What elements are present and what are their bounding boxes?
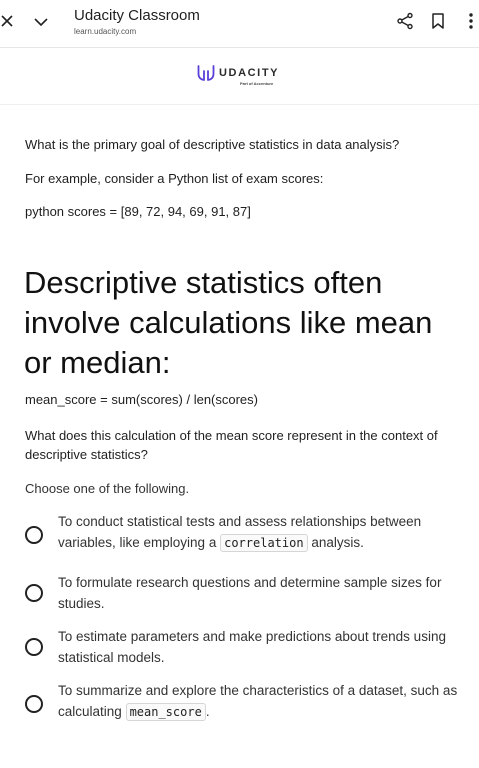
udacity-logo-icon [197, 65, 215, 81]
question-text: What is the primary goal of descriptive statistics in data analysis? [25, 137, 400, 152]
example-intro: For example, consider a Python list of exam scores: [25, 171, 324, 186]
brand-name: UDACITY [219, 67, 280, 79]
option-radio-2[interactable] [25, 584, 43, 602]
close-icon[interactable] [0, 14, 14, 28]
option-text: To conduct statistical tests and assess relationships between variables, like employing a [58, 514, 422, 550]
page-title: Udacity Classroom [74, 7, 200, 24]
more-vertical-icon[interactable] [468, 12, 474, 30]
sub-question-text: What does this calculation of the mean score represent in the context of descriptive statistics? [25, 428, 438, 462]
code-token: mean_score [126, 703, 206, 721]
option-text: . [205, 704, 210, 719]
chevron-down-icon[interactable] [33, 16, 49, 28]
option-label-1[interactable] [58, 511, 458, 554]
option-text: To formulate research questions and determine sample sizes for studies. [58, 575, 442, 611]
formula-text: mean_score = sum(scores) / len(scores) [25, 392, 258, 407]
option-text: To estimate parameters and make predictions about trends using statistical models. [58, 629, 446, 665]
option-text: analysis. [311, 535, 364, 550]
option-label-2[interactable] [58, 572, 458, 614]
bookmark-icon[interactable] [431, 12, 445, 30]
share-icon[interactable] [396, 12, 414, 30]
option-radio-3[interactable] [25, 638, 43, 656]
code-line: python scores = [89, 72, 94, 69, 91, 87] [25, 204, 251, 219]
code-token: correlation [220, 534, 307, 552]
custom-tab-toolbar [0, 0, 479, 48]
option-text: To summarize and explore the characteristics of a dataset, such as calculating [58, 683, 458, 719]
option-label-4[interactable] [58, 680, 458, 723]
page-url: learn.udacity.com [74, 27, 137, 36]
choose-instruction: Choose one of the following. [25, 481, 190, 496]
option-radio-4[interactable] [25, 695, 43, 713]
brand-tagline: Part of Accenture [240, 81, 274, 86]
option-radio-1[interactable] [25, 526, 43, 544]
section-heading: Descriptive statistics often involve calculations like mean or median: [24, 265, 433, 380]
option-label-3[interactable] [58, 626, 458, 668]
